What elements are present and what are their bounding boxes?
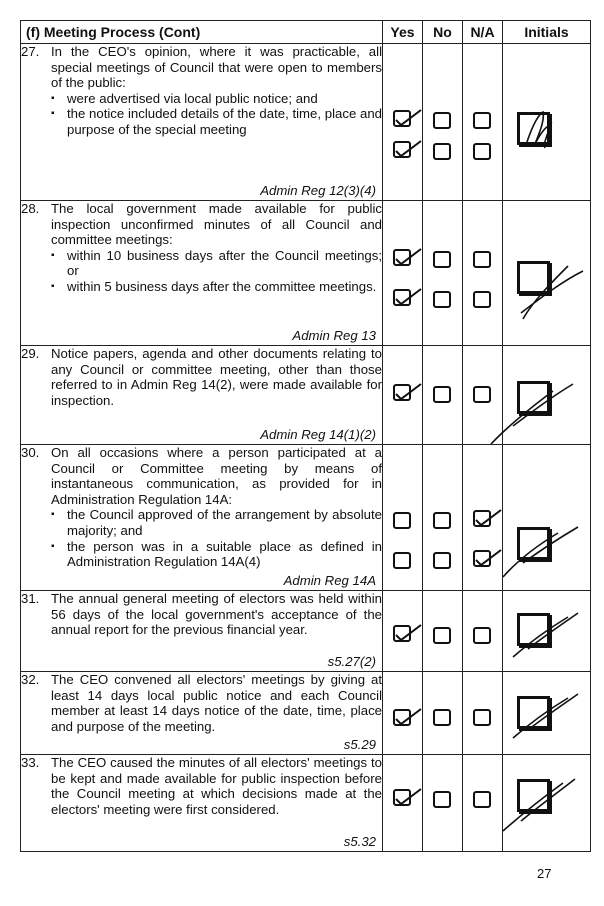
- question-number: 32.: [21, 672, 40, 687]
- section-title: (f) Meeting Process (Cont): [21, 21, 383, 44]
- question-text: Notice papers, agenda and other documents relating to any Council or committee meeting, other than those referred to in Admin Reg 14(2), were made available for inspection.: [51, 346, 382, 408]
- no-checkbox[interactable]: [433, 112, 451, 129]
- no-checkbox[interactable]: [433, 251, 451, 268]
- question-cell: [21, 346, 383, 445]
- bullet-item: ▪ the person was in a suitable place as defined in Administration Regulation 14A(4): [51, 539, 382, 570]
- table-row: [21, 44, 591, 201]
- no-cell: [423, 591, 463, 672]
- bullet-item: ▪ were advertised via local public notice; and: [51, 91, 382, 107]
- na-checkbox[interactable]: [473, 709, 491, 726]
- initials-cell: [503, 445, 591, 591]
- no-cell: [423, 346, 463, 445]
- na-checkbox[interactable]: [473, 112, 491, 129]
- question-cell: [21, 755, 383, 852]
- question-cell: [21, 591, 383, 672]
- bullet-item: ▪ the Council approved of the arrangement by absolute majority; and: [51, 507, 382, 538]
- yes-cell: [383, 672, 423, 755]
- table-row: [21, 755, 591, 852]
- no-header: No: [423, 21, 463, 44]
- yes-checkbox[interactable]: [393, 512, 411, 529]
- no-checkbox[interactable]: [433, 291, 451, 308]
- legislation-reference: Admin Reg 13: [292, 328, 376, 344]
- na-checkbox[interactable]: [473, 627, 491, 644]
- question-text: The CEO convened all electors' meetings by giving at least 14 days local public notice and each Council member at least 14 days notice of the date, time, place and purpose of the meeting.: [51, 672, 382, 734]
- no-checkbox[interactable]: [433, 512, 451, 529]
- table-row: [21, 445, 591, 591]
- no-checkbox[interactable]: [433, 386, 451, 403]
- question-text: The local government made available for public inspection unconfirmed minutes of all Council and committee meetings:: [51, 201, 382, 248]
- yes-checkbox-checked[interactable]: [393, 289, 411, 306]
- table-row: [21, 672, 591, 755]
- yes-cell: [383, 346, 423, 445]
- question-cell: [21, 201, 383, 346]
- bullet-item: ▪ within 5 business days after the committee meetings.: [51, 279, 382, 295]
- question-cell: [21, 672, 383, 755]
- initials-cell: [503, 672, 591, 755]
- question-text: In the CEO's opinion, where it was practicable, all special meetings of Council that were open to members of the public:: [51, 44, 382, 91]
- checklist-table: [20, 20, 591, 852]
- no-checkbox[interactable]: [433, 791, 451, 808]
- yes-checkbox-checked[interactable]: [393, 625, 411, 642]
- bullet-item: ▪ within 10 business days after the Council meetings; or: [51, 248, 382, 279]
- initials-signature-icon: [473, 366, 593, 446]
- legislation-reference: s5.27(2): [327, 654, 376, 670]
- question-number: 29.: [21, 346, 40, 361]
- no-checkbox[interactable]: [433, 709, 451, 726]
- initials-signature-icon: [493, 680, 593, 750]
- initials-signature-icon: [473, 505, 593, 585]
- na-header: N/A: [463, 21, 503, 44]
- no-cell: [423, 672, 463, 755]
- no-cell: [423, 755, 463, 852]
- initials-signature-icon: [493, 599, 593, 669]
- no-cell: [423, 445, 463, 591]
- page-number: 27: [537, 866, 552, 881]
- no-checkbox[interactable]: [433, 143, 451, 160]
- legislation-reference: Admin Reg 12(3)(4): [260, 183, 376, 199]
- initials-signature-icon: [473, 241, 593, 331]
- initials-cell: [503, 755, 591, 852]
- yes-checkbox-checked[interactable]: [393, 141, 411, 158]
- no-cell: [423, 44, 463, 201]
- yes-header: Yes: [383, 21, 423, 44]
- yes-checkbox-checked[interactable]: [393, 789, 411, 806]
- legislation-reference: Admin Reg 14(1)(2): [260, 427, 376, 443]
- table-row: [21, 591, 591, 672]
- yes-cell: [383, 44, 423, 201]
- question-cell: [21, 445, 383, 591]
- legislation-reference: s5.29: [343, 737, 376, 753]
- yes-cell: [383, 591, 423, 672]
- no-checkbox[interactable]: [433, 552, 451, 569]
- initials-cell: [503, 346, 591, 445]
- table-row: [21, 346, 591, 445]
- initials-cell: [503, 201, 591, 346]
- yes-cell: [383, 445, 423, 591]
- yes-checkbox[interactable]: [393, 552, 411, 569]
- header-row: [21, 21, 591, 44]
- legislation-reference: Admin Reg 14A: [283, 573, 376, 589]
- initials-cell: [503, 591, 591, 672]
- initials-cell: [503, 44, 591, 201]
- table-row: [21, 201, 591, 346]
- question-number: 31.: [21, 591, 40, 606]
- question-text: The CEO caused the minutes of all electors' meetings to be kept and made available for public inspection before the Council meeting at which decisions made at the electors' meeting were first considered.: [51, 755, 382, 817]
- yes-checkbox-checked[interactable]: [393, 110, 411, 127]
- question-text: The annual general meeting of electors was held within 56 days of the local government's acceptance of the annual report for the previous financial year.: [51, 591, 382, 638]
- initials-signature-icon: [517, 104, 561, 154]
- yes-checkbox-checked[interactable]: [393, 384, 411, 401]
- bullet-item: ▪ the notice included details of the date, time, place and purpose of the special meeting: [51, 106, 382, 137]
- no-checkbox[interactable]: [433, 627, 451, 644]
- question-cell: [21, 44, 383, 201]
- yes-cell: [383, 755, 423, 852]
- yes-checkbox-checked[interactable]: [393, 709, 411, 726]
- yes-cell: [383, 201, 423, 346]
- yes-checkbox-checked[interactable]: [393, 249, 411, 266]
- question-number: 33.: [21, 755, 40, 770]
- initials-signature-icon: [483, 763, 593, 843]
- legislation-reference: s5.32: [343, 834, 376, 850]
- question-number: 27.: [21, 44, 40, 59]
- initials-header: Initials: [503, 21, 591, 44]
- na-cell: [463, 44, 503, 201]
- no-cell: [423, 201, 463, 346]
- question-text: On all occasions where a person participated at a Council or Committee meeting by means of instantaneous communication, as provided for in Administration Regulation 14A:: [51, 445, 382, 507]
- question-number: 28.: [21, 201, 40, 216]
- na-checkbox[interactable]: [473, 143, 491, 160]
- question-number: 30.: [21, 445, 40, 460]
